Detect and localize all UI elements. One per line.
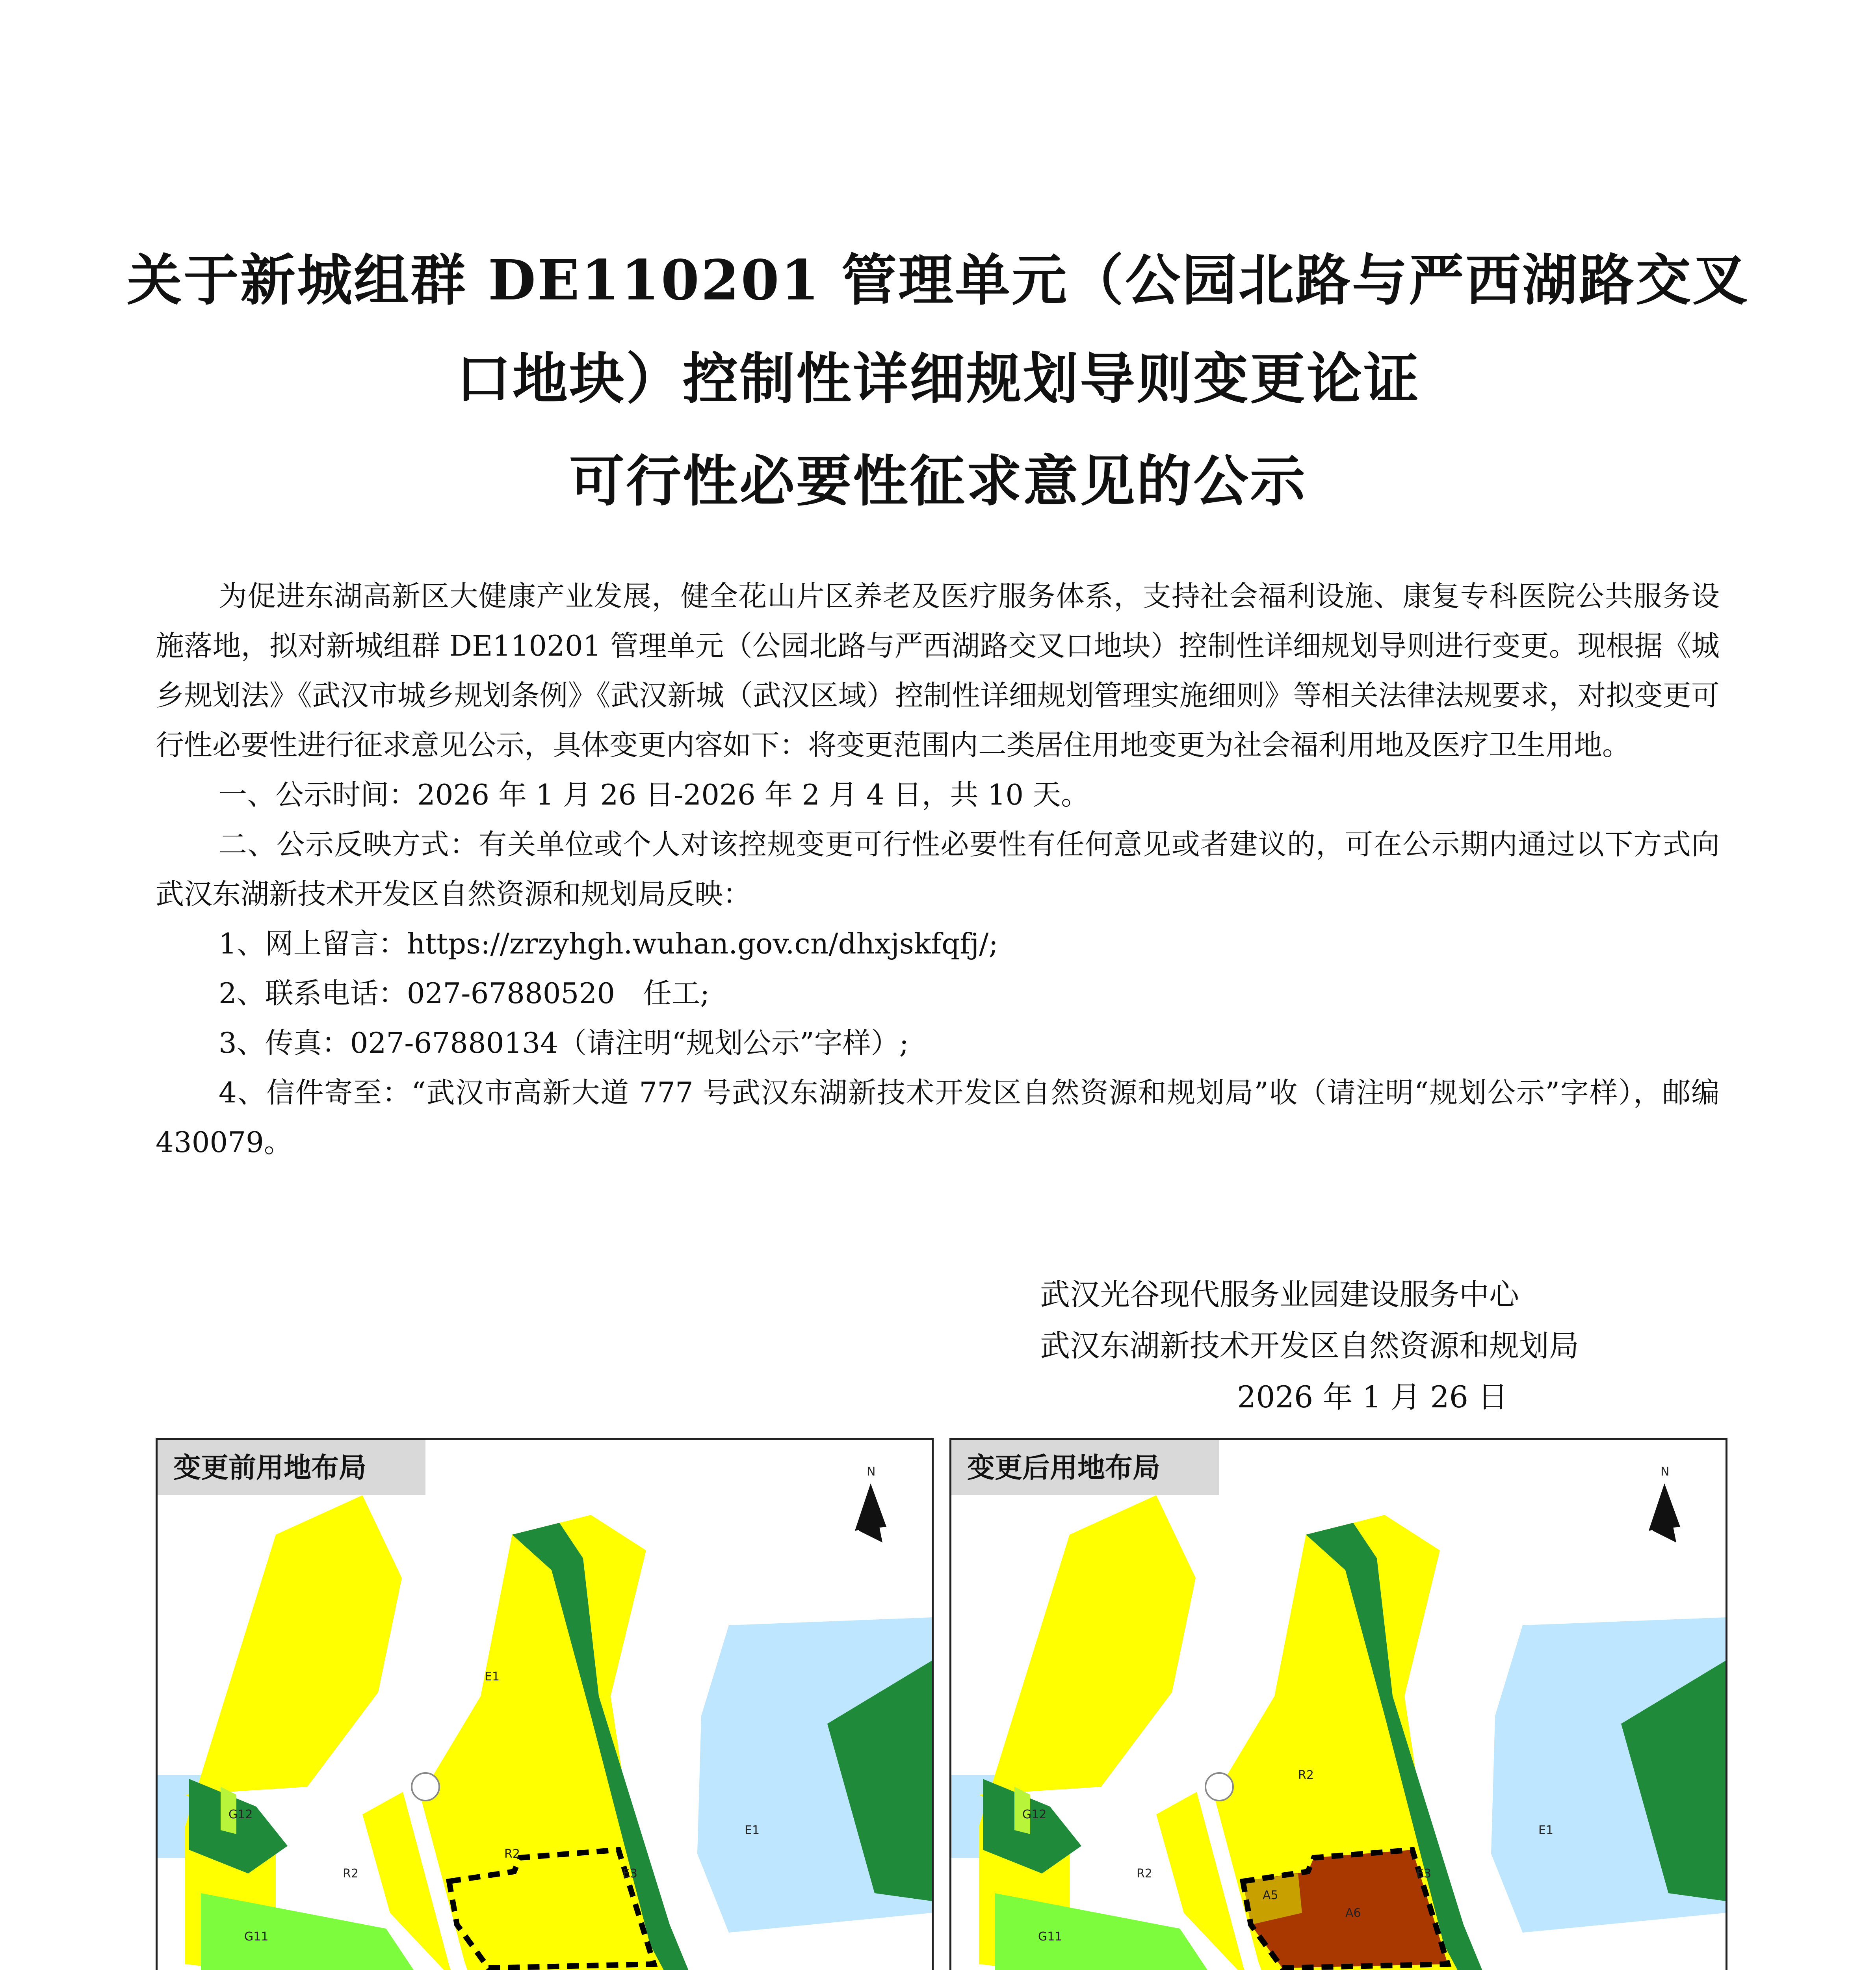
label-e1: E1 [1538, 1823, 1554, 1837]
label-r2-west: R2 [343, 1867, 358, 1881]
label-g12: G12 [1022, 1808, 1047, 1821]
label-e1: E1 [745, 1823, 760, 1837]
signature-org1: 武汉光谷现代服务业园建设服务中心 [1040, 1277, 1519, 1312]
map-panel-before [156, 1438, 934, 1970]
roundabout [1205, 1773, 1233, 1801]
label-g11-west: G11 [1038, 1930, 1062, 1944]
map-title-before: 变更前用地布局 [158, 1440, 425, 1495]
feedback-method: 二、公示反映方式：有关单位或个人对该控规变更可行性必要性有任何意见或者建议的，可在公示期内通过以下方式向武汉东湖新技术开发区自然资源和规划局反映： [156, 828, 1720, 911]
document-title-line2: 口地块）控制性详细规划导则变更论证 [455, 347, 1420, 411]
contact-phone: 2、联系电话：027-67880520 任工; [219, 977, 710, 1010]
document-title-line3: 可行性必要性征求意见的公示 [569, 449, 1307, 514]
contact-fax: 3、传真：027-67880134（请注明“规划公示”字样）; [219, 1026, 909, 1059]
label-r2: R2 [1298, 1768, 1314, 1782]
label-g11-west: G11 [244, 1930, 269, 1944]
notice-period: 一、公示时间：2026 年 1 月 26 日-2026 年 2 月 4 日，共 10 天。 [219, 778, 1090, 811]
label-a6: A6 [1345, 1906, 1361, 1920]
label-r2-west: R2 [1137, 1867, 1152, 1881]
label-e3: E3 [622, 1867, 638, 1881]
roundabout [412, 1773, 439, 1801]
signature-date: 2026 年 1 月 26 日 [1237, 1379, 1508, 1414]
map-panel-after [949, 1438, 1727, 1970]
map-title-after: 变更后用地布局 [951, 1440, 1219, 1495]
intro-paragraph: 为促进东湖高新区大健康产业发展，健全花山片区养老及医疗服务体系，支持社会福利设施、康复专科医院公共服务设施落地，拟对新城组群 DE110201 管理单元（公园北路与严西湖路交叉口地块）控制性详细规划导则进行变更。现根据《城乡规划法》《武汉市城乡规划条例》《武汉新城（武汉区域）控制性详细规划管理实施细则》等相关法律法规要求，对拟变更可行性必要性进行征求意见公示，具体变更内容如下：将变更范围内二类居住用地变更为社会福利用地及医疗卫生用地。 [156, 580, 1720, 762]
signature-org2: 武汉东湖新技术开发区自然资源和规划局 [1040, 1328, 1579, 1363]
north-label: N [1661, 1465, 1670, 1479]
notice-body [156, 571, 1720, 1167]
label-r2: R2 [504, 1847, 520, 1861]
land-use-map-before [158, 1440, 932, 1970]
contact-mail: 4、信件寄至：“武汉市高新大道 777 号武汉东湖新技术开发区自然资源和规划局”收（请注明“规划公示”字样），邮编 430079。 [156, 1076, 1720, 1159]
land-use-map-after [951, 1440, 1726, 1970]
document-title-line1: 关于新城组群 DE110201 管理单元（公园北路与严西湖路交叉 [126, 248, 1750, 313]
label-g12: G12 [228, 1808, 253, 1821]
north-label: N [867, 1465, 876, 1479]
label-a5: A5 [1263, 1888, 1278, 1902]
label-e3: E3 [1416, 1867, 1432, 1881]
label-e1-north: E1 [485, 1670, 500, 1684]
contact-online[interactable]: 1、网上留言：https://zrzyhgh.wuhan.gov.cn/dhxjskfqfj/; [219, 927, 998, 960]
